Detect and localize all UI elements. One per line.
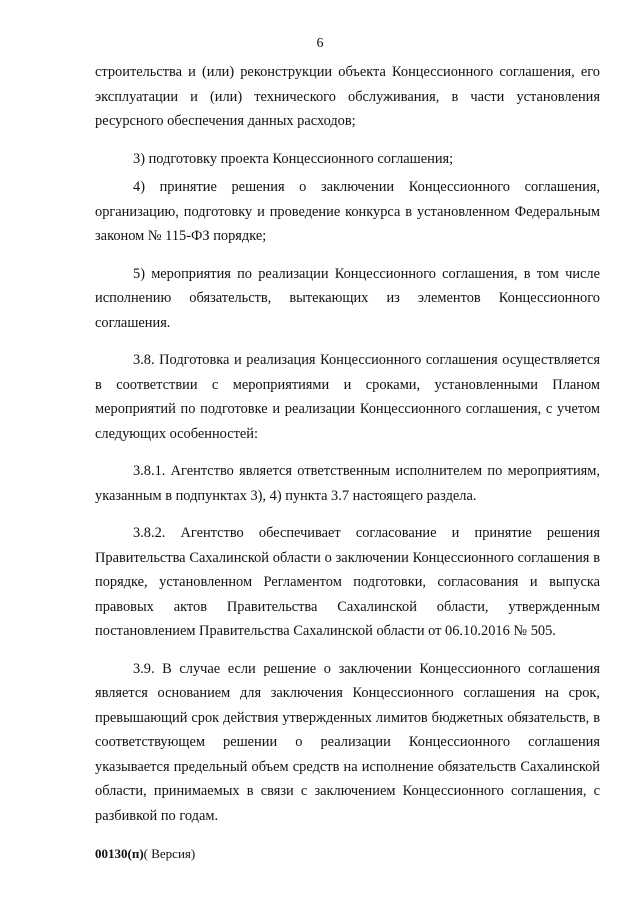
document-footer xyxy=(95,846,195,862)
paragraph-3-9: 3.9. В случае если решение о заключении Концессионного соглашения является основанием для заключения Концессионного соглашения на срок, превышающий срок действия утвержденных лимитов бюджетных обязательств, в соответствующем решении о реализации Концессионного соглашения указывается предельный объем средств на исполнение обязательств Сахалинской области, принимаемых в связи с заключением Концессионного соглашения, с разбивкой по годам. xyxy=(95,660,600,824)
paragraph-item-3: 3) подготовку проекта Концессионного соглашения; xyxy=(133,150,454,167)
document-version: ( Версия) xyxy=(143,846,196,861)
paragraph-3-8: 3.8. Подготовка и реализация Концессионного соглашения осуществляется в соответствии с мероприятиями и сроками, установленными Планом мероприятий по подготовке и реализации Концессионного соглашения, с учетом следующих особенностей: xyxy=(95,352,600,442)
paragraph-3-8-1: 3.8.1. Агентство является ответственным исполнителем по мероприятиям, указанным в подпунктах 3), 4) пункта 3.7 настоящего раздела. xyxy=(95,463,600,504)
document-code: 00130(п) xyxy=(95,846,144,861)
document-body xyxy=(95,60,600,841)
paragraph-continuation: строительства и (или) реконструкции объекта Концессионного соглашения, его эксплуатации и (или) технического обслуживания, в части установления ресурсного обеспечения данных расходов; xyxy=(95,64,600,129)
paragraph-3-8-2: 3.8.2. Агентство обеспечивает согласование и принятие решения Правительства Сахалинской области о заключении Концессионного соглашения в порядке, установленном Регламентом подготовки, согласования и выпуска правовых актов Правительства Сахалинской области, утвержденным постановлением Правительства Сахалинской области от 06.10.2016 № 505. xyxy=(95,525,600,639)
paragraph-item-4: 4) принятие решения о заключении Концессионного соглашения, организацию, подготовку и проведение конкурса в установленном Федеральным законом № 115-ФЗ порядке; xyxy=(95,179,600,244)
page-number: 6 xyxy=(316,36,324,51)
paragraph-item-5: 5) мероприятия по реализации Концессионного соглашения, в том числе исполнению обязательств, вытекающих из элементов Концессионного соглашения. xyxy=(95,265,600,331)
